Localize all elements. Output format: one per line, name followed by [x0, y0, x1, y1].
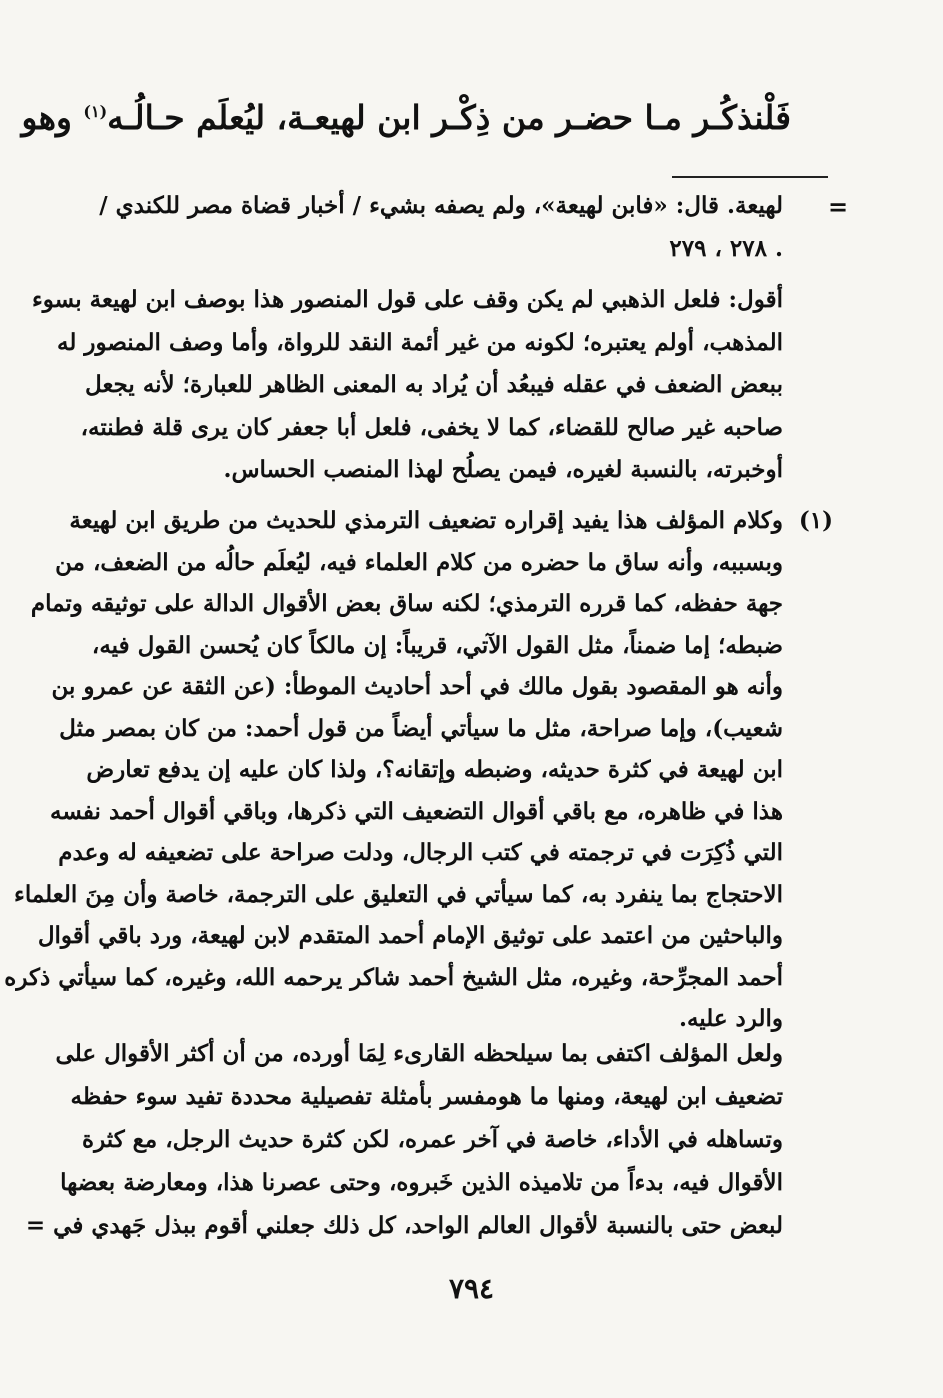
text-line: والباحثين من اعتمد على توثيق الإمام أحمد المتقدم لابن لهيعة، ورد باقي أقوال	[37, 922, 783, 949]
main-text-line	[22, 98, 791, 137]
text-line: الأقوال فيه، بدءاً من تلاميذه الذين خَبروه، وحتى عصرنا هذا، ومعارضة بعضها	[60, 1169, 783, 1196]
text-line: ضبطه؛ إما ضمناً، مثل القول الآتي، قريباً: إن مالكاً كان يُحسن القول فيه،	[91, 631, 783, 659]
text-line: هذا في ظاهره، مع باقي أقوال التضعيف التي ذكرها، وباقي أقوال أحمد نفسه	[50, 797, 783, 825]
text-line: تضعيف ابن لهيعة، ومنها ما هومفسر بأمثلة تفصيلية محددة تفيد سوء حفظه	[70, 1083, 783, 1110]
text-line: وبسببه، وأنه ساق ما حضره من كلام العلماء فيه، ليُعلَم حالُه من الضعف، من	[55, 548, 783, 576]
continuation-marker-top: =	[828, 192, 849, 221]
text-line: ٢٧٨ ، ٢٧٩ .	[669, 235, 783, 262]
text-line: وكلام المؤلف هذا يفيد إقراره تضعيف الترمذي للحديث من طريق ابن لهيعة	[69, 507, 783, 534]
text-line: أقول: فلعل الذهبي لم يكن وقف على قول المنصور هذا بوصف ابن لهيعة بسوء	[31, 286, 783, 313]
text-line: المذهب، أولم يعتبره؛ لكونه من غير أئمة النقد للرواة، وأما وصف المنصور له	[57, 328, 783, 356]
text-line: ببعض الضعف في عقله فيبعُد أن يُراد به المعنى الظاهر للعبارة؛ لأنه يجعل	[85, 371, 783, 398]
text-line: وتساهله في الأداء، خاصة في آخر عمره، لكن كثرة حديث الرجل، مع كثرة	[82, 1126, 783, 1153]
text-line: صاحبه غير صالح للقضاء، كما لا يخفى، فلعل أبا جعفر كان يرى قلة فطنته،	[80, 413, 783, 441]
text-line: والرد عليه.	[678, 1005, 783, 1032]
main-text: فَلْنذكُـر مـا حضـر من ذِكْـر ابن لهيعـة، ليُعلَم حـالُـه	[107, 98, 791, 137]
text-line: وأنه هو المقصود بقول مالك في أحد أحاديث الموطأ: (عن الثقة عن عمرو بن	[51, 673, 783, 700]
text-line: لهيعة. قال: «فابن لهيعة»، ولم يصفه بشيء / أخبار قضاة مصر للكندي /	[99, 192, 783, 219]
text-line: أحمد المجرِّحة، وغيره، مثل الشيخ أحمد شاكر يرحمه الله، وغيره، كما سيأتي ذكره	[4, 963, 783, 991]
text-line: ولعل المؤلف اكتفى بما سيلحظه القارىء لِمَا أورده، من أن أكثر الأقوال على	[55, 1040, 783, 1067]
text-line: الاحتجاج بما ينفرد به، كما سيأتي في التعليق على الترجمة، خاصة وأن مِنَ العلماء	[14, 880, 783, 908]
footnote-separator	[672, 176, 828, 178]
footnote-reference: (١)	[83, 102, 108, 121]
text-line: التي ذُكِرَت في ترجمته في كتب الرجال، ودلت صراحة على تضعيفه له وعدم	[58, 839, 783, 866]
text-line: شعيب)، وإما صراحة، مثل ما سيأتي أيضاً من قول أحمد: من كان بمصر مثل	[59, 714, 783, 742]
page-number: ٧٩٤	[448, 1272, 495, 1305]
text-line: لبعض حتى بالنسبة لأقوال العالم الواحد، كل ذلك جعلني أقوم ببذل جَهدي في =	[25, 1212, 783, 1239]
text-line: ابن لهيعة في كثرة حديثه، وضبطه وإتقانه؟، ولذا كان عليه إن يدفع تعارض	[86, 756, 783, 783]
text-line: جهة حفظه، كما قرره الترمذي؛ لكنه ساق بعض الأقوال الدالة على توثيقه وتمام	[30, 590, 783, 617]
footnote-number: (١)	[798, 507, 833, 534]
main-text-tail: وهو	[21, 98, 84, 137]
text-line: أوخبرته، بالنسبة لغيره، فيمن يصلُح لهذا المنصب الحساس.	[223, 456, 783, 483]
